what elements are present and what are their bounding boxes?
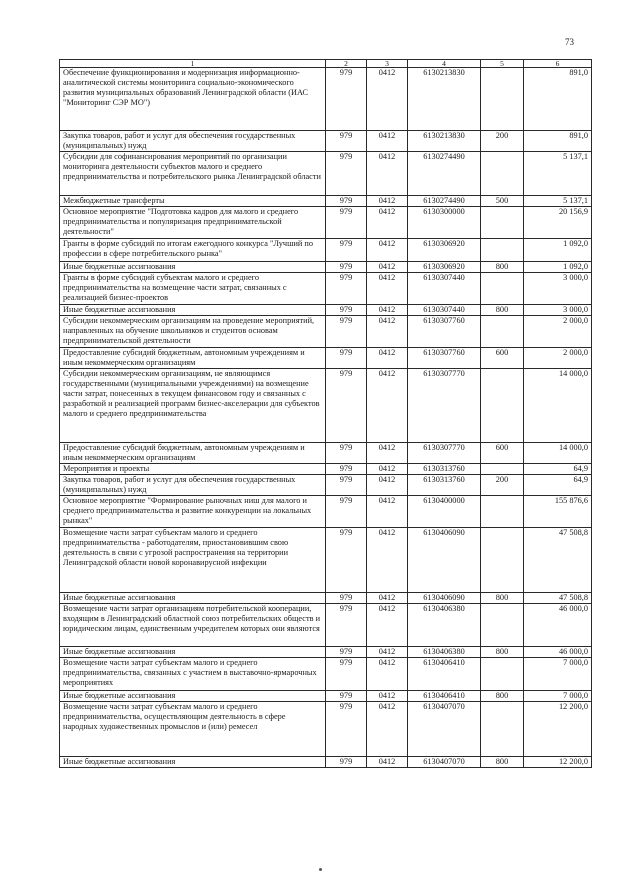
table-row	[60, 464, 592, 475]
row-name: Иные бюджетные ассигнования	[60, 691, 326, 702]
row-target-article: 6130213830	[408, 131, 481, 152]
column-number-header: 5	[481, 60, 524, 68]
table-row	[60, 348, 592, 369]
column-number-header: 3	[367, 60, 408, 68]
row-target-article: 6130400000	[408, 496, 481, 528]
row-expense-type: 500	[481, 196, 524, 207]
row-grbs-code: 979	[326, 348, 367, 369]
table-row	[60, 207, 592, 239]
row-grbs-code: 979	[326, 496, 367, 528]
row-section-code: 0412	[367, 658, 408, 691]
row-amount: 7 000,0	[524, 658, 592, 691]
row-grbs-code: 979	[326, 757, 367, 768]
row-section-code: 0412	[367, 305, 408, 316]
row-expense-type: 800	[481, 305, 524, 316]
row-target-article: 6130307760	[408, 348, 481, 369]
row-amount: 47 508,8	[524, 528, 592, 593]
row-amount: 5 137,1	[524, 152, 592, 196]
row-grbs-code: 979	[326, 273, 367, 305]
row-grbs-code: 979	[326, 152, 367, 196]
table-row	[60, 262, 592, 273]
row-name: Иные бюджетные ассигнования	[60, 757, 326, 768]
row-name: Закупка товаров, работ и услуг для обеспечения государственных (муниципальных) нужд	[60, 131, 326, 152]
table-row	[60, 757, 592, 768]
row-expense-type: 800	[481, 691, 524, 702]
row-name: Гранты в форме субсидий субъектам малого и среднего предпринимательства на возмещение части затрат, связанных с реализацией бизнес-проектов	[60, 273, 326, 305]
row-target-article: 6130407070	[408, 757, 481, 768]
row-name: Возмещение части затрат субъектам малого и среднего предпринимательства, связанных с участием в выставочно-ярмарочных мероприятиях	[60, 658, 326, 691]
table-row	[60, 593, 592, 604]
row-section-code: 0412	[367, 464, 408, 475]
row-amount: 3 000,0	[524, 305, 592, 316]
table-row	[60, 702, 592, 757]
column-number-header: 2	[326, 60, 367, 68]
row-expense-type: 800	[481, 757, 524, 768]
row-target-article: 6130274490	[408, 196, 481, 207]
row-section-code: 0412	[367, 604, 408, 647]
row-grbs-code: 979	[326, 647, 367, 658]
row-grbs-code: 979	[326, 443, 367, 464]
row-expense-type	[481, 702, 524, 757]
row-section-code: 0412	[367, 593, 408, 604]
row-expense-type	[481, 658, 524, 691]
row-section-code: 0412	[367, 475, 408, 496]
row-target-article: 6130213830	[408, 68, 481, 131]
row-name: Иные бюджетные ассигнования	[60, 593, 326, 604]
row-target-article: 6130407070	[408, 702, 481, 757]
row-section-code: 0412	[367, 702, 408, 757]
row-name: Субсидии некоммерческим организациям на проведение мероприятий, направленных на обучение школьников и студентов основам предпринимательской деятельности	[60, 316, 326, 348]
table-row	[60, 68, 592, 131]
page-dot-mark	[319, 868, 322, 871]
row-name: Субсидии для софинансирования мероприятий по организации мониторинга деятельности субъектов малого и среднего предпринимательства и потребительского рынка Ленинградской области	[60, 152, 326, 196]
budget-table	[59, 59, 592, 768]
row-section-code: 0412	[367, 757, 408, 768]
row-section-code: 0412	[367, 443, 408, 464]
row-grbs-code: 979	[326, 702, 367, 757]
row-target-article: 6130307770	[408, 369, 481, 443]
row-target-article: 6130307440	[408, 305, 481, 316]
row-target-article: 6130300000	[408, 207, 481, 239]
row-name: Основное мероприятие "Подготовка кадров для малого и среднего предпринимательства и популяризация предпринимательской деятельности"	[60, 207, 326, 239]
row-grbs-code: 979	[326, 239, 367, 262]
row-section-code: 0412	[367, 647, 408, 658]
row-section-code: 0412	[367, 316, 408, 348]
column-number-header: 6	[524, 60, 592, 68]
row-section-code: 0412	[367, 691, 408, 702]
row-target-article: 6130307440	[408, 273, 481, 305]
row-amount: 155 876,6	[524, 496, 592, 528]
row-expense-type: 600	[481, 443, 524, 464]
row-target-article: 6130406410	[408, 691, 481, 702]
table-row	[60, 196, 592, 207]
page-number: 73	[565, 37, 574, 47]
row-name: Иные бюджетные ассигнования	[60, 262, 326, 273]
row-amount: 5 137,1	[524, 196, 592, 207]
table-row	[60, 239, 592, 262]
table-row	[60, 496, 592, 528]
row-name: Возмещение части затрат организациям потребительской кооперации, входящим в Ленинградский областной союз потребительских обществ и юридическим лицам, единственным учредителем которых они являются	[60, 604, 326, 647]
row-grbs-code: 979	[326, 604, 367, 647]
row-section-code: 0412	[367, 348, 408, 369]
row-section-code: 0412	[367, 207, 408, 239]
row-grbs-code: 979	[326, 207, 367, 239]
row-name: Предоставление субсидий бюджетным, автономным учреждениям и иным некоммерческим организациям	[60, 348, 326, 369]
row-expense-type	[481, 528, 524, 593]
row-expense-type	[481, 207, 524, 239]
row-expense-type: 200	[481, 131, 524, 152]
row-amount: 891,0	[524, 131, 592, 152]
row-expense-type	[481, 369, 524, 443]
row-grbs-code: 979	[326, 691, 367, 702]
row-expense-type: 600	[481, 348, 524, 369]
row-target-article: 6130313760	[408, 464, 481, 475]
table-row	[60, 604, 592, 647]
row-target-article: 6130274490	[408, 152, 481, 196]
row-section-code: 0412	[367, 152, 408, 196]
row-expense-type	[481, 68, 524, 131]
row-expense-type: 800	[481, 593, 524, 604]
table-row	[60, 273, 592, 305]
column-number-header: 1	[60, 60, 326, 68]
row-expense-type	[481, 604, 524, 647]
row-grbs-code: 979	[326, 316, 367, 348]
row-amount: 891,0	[524, 68, 592, 131]
row-target-article: 6130406380	[408, 604, 481, 647]
row-section-code: 0412	[367, 68, 408, 131]
row-grbs-code: 979	[326, 475, 367, 496]
row-name: Мероприятия и проекты	[60, 464, 326, 475]
table-row	[60, 528, 592, 593]
table-row	[60, 152, 592, 196]
row-target-article: 6130406380	[408, 647, 481, 658]
row-expense-type	[481, 464, 524, 475]
row-name: Закупка товаров, работ и услуг для обеспечения государственных (муниципальных) нужд	[60, 475, 326, 496]
column-number-header: 4	[408, 60, 481, 68]
table-row	[60, 475, 592, 496]
table-row	[60, 305, 592, 316]
row-name: Основное мероприятие "Формирование рыночных ниш для малого и среднего предпринимательства и развитие конкуренции на локальных рынках"	[60, 496, 326, 528]
row-amount: 12 200,0	[524, 757, 592, 768]
row-name: Возмещение части затрат субъектам малого и среднего предпринимательства, осуществляющим деятельность в сфере народных художественных промыслов и (или) ремесел	[60, 702, 326, 757]
row-amount: 12 200,0	[524, 702, 592, 757]
row-target-article: 6130406090	[408, 593, 481, 604]
row-target-article: 6130306920	[408, 262, 481, 273]
row-target-article: 6130307770	[408, 443, 481, 464]
row-name: Обеспечение функционирования и модернизация информационно-аналитической системы мониторинга социально-экономического развития муниципальных образований Ленинградской области (ИАС "Мониторинг СЭР МО")	[60, 68, 326, 131]
row-amount: 47 508,8	[524, 593, 592, 604]
table-row	[60, 647, 592, 658]
row-name: Субсидии некоммерческим организациям, не являющимся государственными (муниципальными учреждениями) на возмещение части затрат, понесенных в текущем финансовом году и связанных с разработкой и реализацией программ бизнес-акселерации для субъектов малого и среднего предпринимательства	[60, 369, 326, 443]
row-section-code: 0412	[367, 528, 408, 593]
table-row	[60, 691, 592, 702]
row-expense-type	[481, 496, 524, 528]
row-amount: 64,9	[524, 464, 592, 475]
table-row	[60, 316, 592, 348]
row-section-code: 0412	[367, 239, 408, 262]
table-row	[60, 369, 592, 443]
row-grbs-code: 979	[326, 68, 367, 131]
row-section-code: 0412	[367, 262, 408, 273]
row-amount: 1 092,0	[524, 239, 592, 262]
row-section-code: 0412	[367, 196, 408, 207]
row-name: Иные бюджетные ассигнования	[60, 647, 326, 658]
row-name: Гранты в форме субсидий по итогам ежегодного конкурса "Лучший по профессии в сфере потребительского рынка"	[60, 239, 326, 262]
row-grbs-code: 979	[326, 262, 367, 273]
row-grbs-code: 979	[326, 369, 367, 443]
row-name: Иные бюджетные ассигнования	[60, 305, 326, 316]
row-target-article: 6130306920	[408, 239, 481, 262]
row-section-code: 0412	[367, 496, 408, 528]
row-expense-type	[481, 152, 524, 196]
row-grbs-code: 979	[326, 464, 367, 475]
row-expense-type: 800	[481, 647, 524, 658]
row-expense-type	[481, 316, 524, 348]
row-amount: 14 000,0	[524, 369, 592, 443]
row-section-code: 0412	[367, 131, 408, 152]
row-amount: 46 000,0	[524, 647, 592, 658]
row-expense-type	[481, 239, 524, 262]
row-amount: 7 000,0	[524, 691, 592, 702]
row-grbs-code: 979	[326, 658, 367, 691]
row-section-code: 0412	[367, 273, 408, 305]
row-grbs-code: 979	[326, 196, 367, 207]
row-section-code: 0412	[367, 369, 408, 443]
row-amount: 20 156,9	[524, 207, 592, 239]
table-row	[60, 443, 592, 464]
row-amount: 2 000,0	[524, 316, 592, 348]
row-target-article: 6130406090	[408, 528, 481, 593]
column-number-header-row	[60, 60, 592, 68]
row-grbs-code: 979	[326, 131, 367, 152]
row-expense-type	[481, 273, 524, 305]
row-amount: 46 000,0	[524, 604, 592, 647]
row-amount: 2 000,0	[524, 348, 592, 369]
row-amount: 3 000,0	[524, 273, 592, 305]
row-amount: 14 000,0	[524, 443, 592, 464]
row-grbs-code: 979	[326, 528, 367, 593]
row-grbs-code: 979	[326, 593, 367, 604]
row-target-article: 6130313760	[408, 475, 481, 496]
row-target-article: 6130307760	[408, 316, 481, 348]
row-name: Возмещение части затрат субъектам малого и среднего предпринимательства - работодателям, приостановившим свою деятельность в связи с угрозой распространения на территории Ленинградской области новой коронавирусной инфекции	[60, 528, 326, 593]
row-name: Межбюджетные трансферты	[60, 196, 326, 207]
row-expense-type: 200	[481, 475, 524, 496]
row-amount: 1 092,0	[524, 262, 592, 273]
table-row	[60, 658, 592, 691]
row-target-article: 6130406410	[408, 658, 481, 691]
row-expense-type: 800	[481, 262, 524, 273]
row-amount: 64,9	[524, 475, 592, 496]
table-row	[60, 131, 592, 152]
row-grbs-code: 979	[326, 305, 367, 316]
row-name: Предоставление субсидий бюджетным, автономным учреждениям и иным некоммерческим организациям	[60, 443, 326, 464]
